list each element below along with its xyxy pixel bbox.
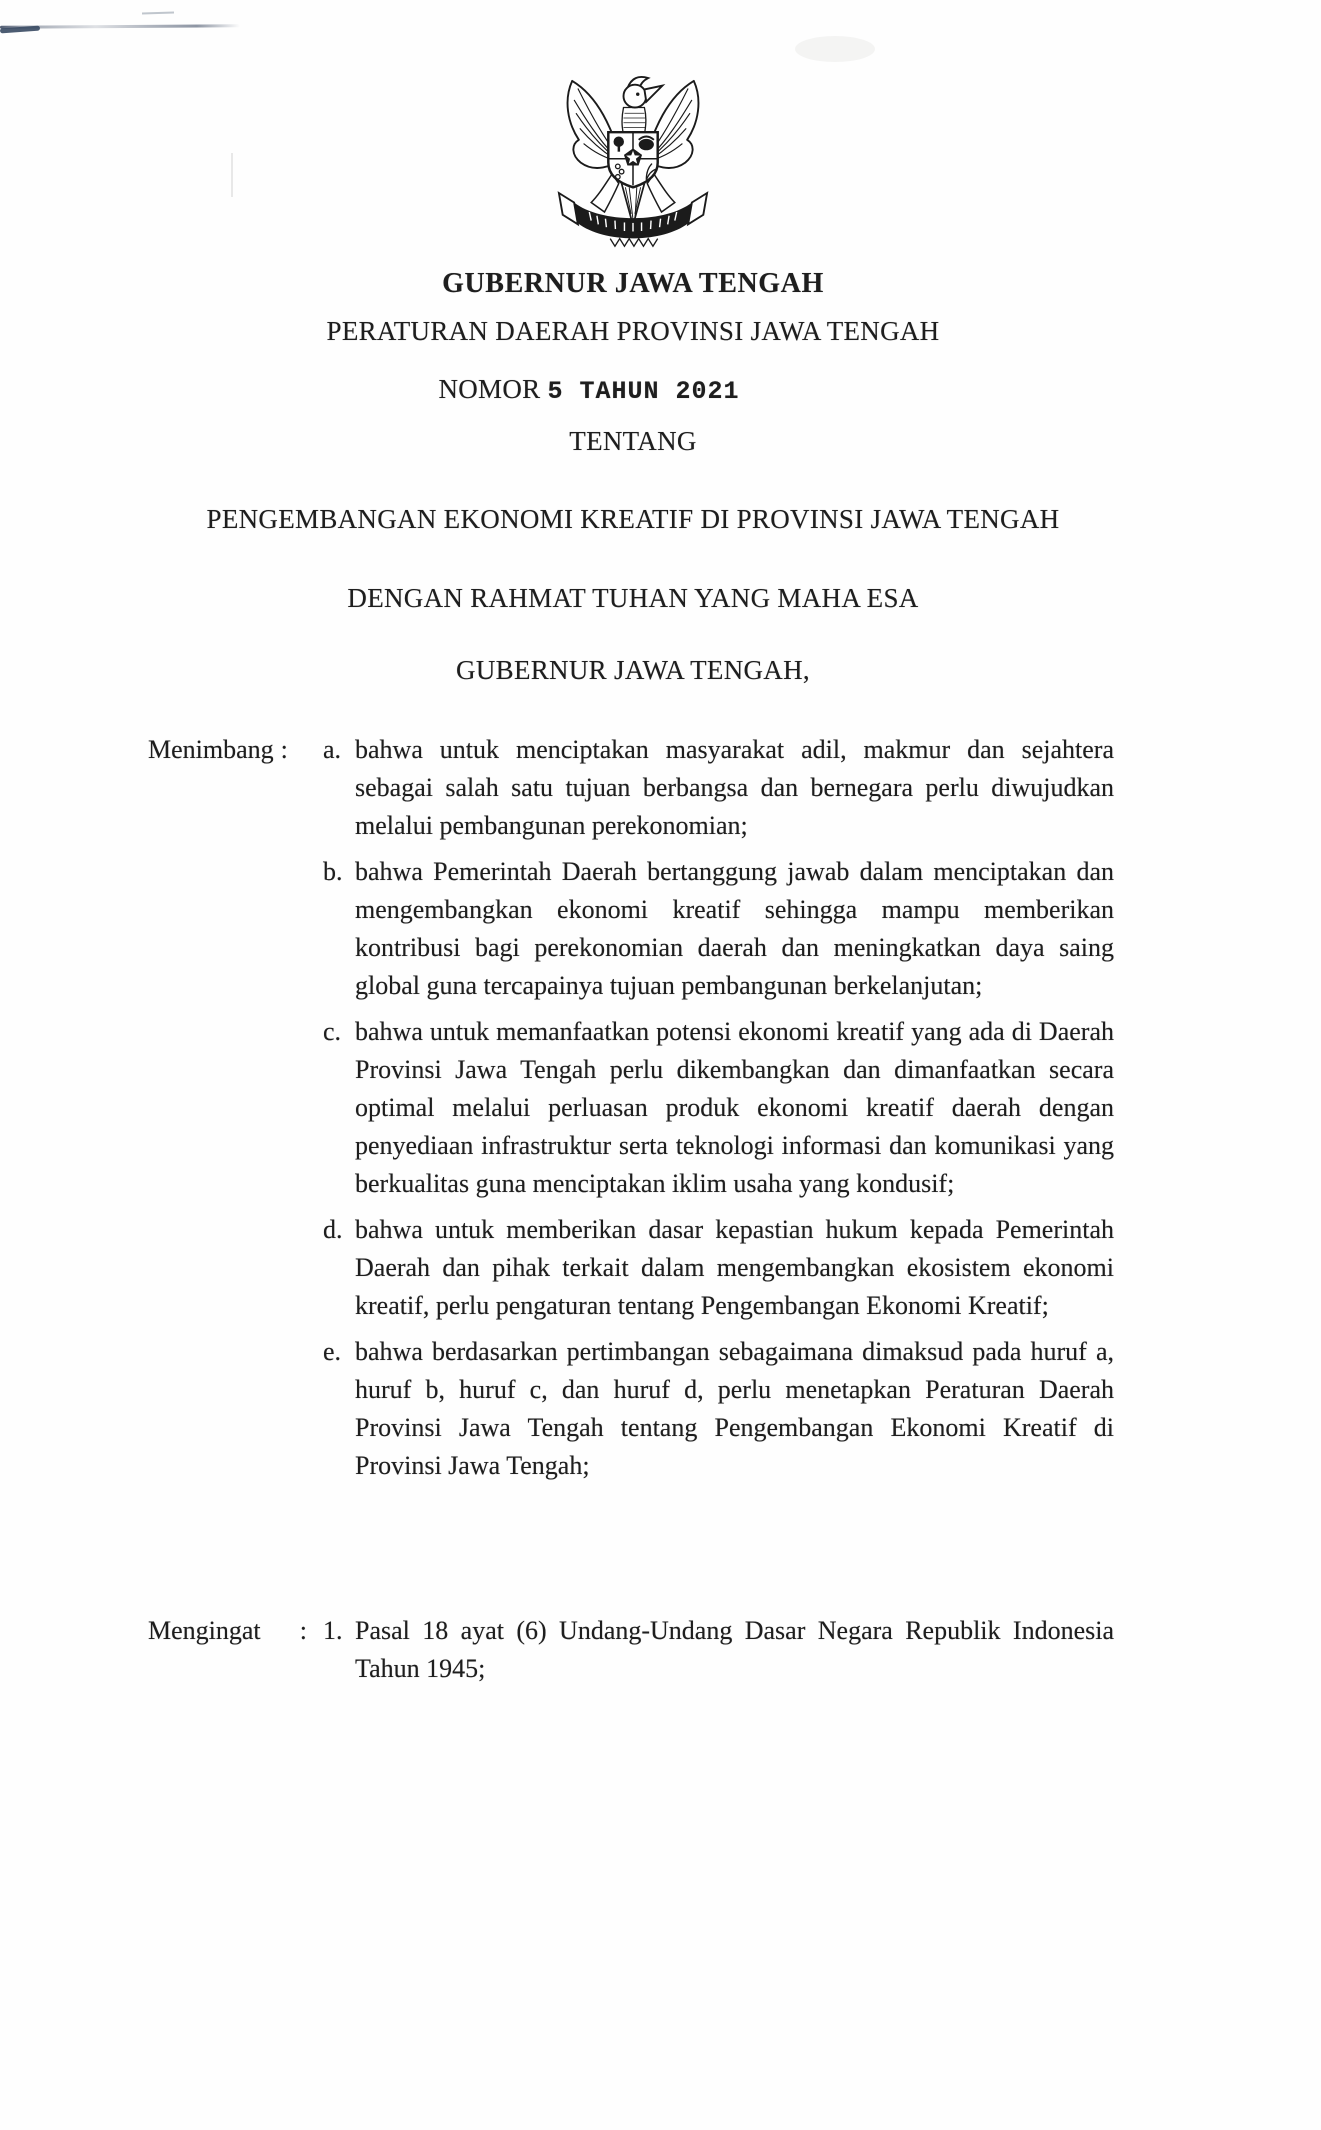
item-text: bahwa untuk memberikan dasar kepastian hukum kepada Pemerintah Daerah dan pihak terkait dalam mengembangkan ekosistem ekonomi kreatif, perlu pengaturan tentang Pengembangan Ekonomi Kreatif; [355,1215,1114,1320]
scan-artifact-vertical-line [231,153,233,197]
considering-colon: : [280,735,288,764]
remembering-items [323,1612,1114,1688]
scan-artifact-top-line [0,24,240,28]
considering-label [148,731,323,769]
item-text: bahwa berdasarkan pertimbangan sebagaimana dimaksud pada huruf a, huruf b, huruf c, dan huruf d, perlu menetapkan Peraturan Daerah Provinsi Jawa Tengah tentang Pengembangan Ekonomi Kreatif di Provinsi Jawa Tengah; [355,1337,1114,1480]
item-text: bahwa untuk menciptakan masyarakat adil, makmur dan sejahtera sebagai salah satu tujuan berbangsa dan bernegara perlu diwujudkan melalui pembangunan perekonomian; [355,735,1114,840]
considering-label-text: Menimbang [148,735,274,764]
invocation-line: DENGAN RAHMAT TUHAN YANG MAHA ESA [347,583,919,613]
number-label: NOMOR [438,374,541,404]
remembering-section [148,1612,1114,1688]
item-letter: b. [323,857,343,886]
scan-artifact-dash [142,11,174,14]
document-type-heading: PERATURAN DAERAH PROVINSI JAWA TENGAH [326,316,940,346]
considering-item-e [323,1333,1114,1485]
remembering-colon: : [299,1616,307,1645]
item-letter: e. [323,1337,342,1366]
remembering-item-1 [323,1612,1114,1688]
considering-section [148,731,1114,1485]
item-letter: c. [323,1017,342,1046]
scan-artifact-smudge [795,36,875,62]
item-number: 1. [323,1616,343,1645]
document-number-line [0,374,1222,406]
scan-artifact-corner-stub [0,26,40,34]
item-letter: d. [323,1215,343,1244]
subject-heading: PENGEMBANGAN EKONOMI KREATIF DI PROVINSI JAWA TENGAH [206,504,1060,534]
considering-item-d [323,1211,1114,1325]
item-letter: a. [323,735,342,764]
considering-item-b [323,853,1114,1005]
garuda-pancasila-emblem [553,60,713,250]
about-label: TENTANG [569,426,697,456]
institution-heading: GUBERNUR JAWA TENGAH [442,268,824,299]
considering-item-a [323,731,1114,845]
considering-item-c [323,1013,1114,1203]
item-text: Pasal 18 ayat (6) Undang-Undang Dasar Negara Republik Indonesia Tahun 1945; [355,1616,1114,1683]
item-text: bahwa untuk memanfaatkan potensi ekonomi kreatif yang ada di Daerah Provinsi Jawa Tengah perlu dikembangkan dan dimanfaatkan secara optimal melalui perluasan produk ekonomi kreatif daerah dengan penyediaan infrastruktur serta teknologi informasi dan komunikasi yang berkualitas guna menciptakan iklim usaha yang kondusif; [355,1017,1114,1198]
item-text: bahwa Pemerintah Daerah bertanggung jawab dalam menciptakan dan mengembangkan ekonomi kreatif sehingga mampu memberikan kontribusi bagi perekonomian daerah dan meningkatkan daya saing global guna tercapainya tujuan pembangunan berkelanjutan; [355,857,1114,1000]
number-value: 5 TAHUN 2021 [547,377,740,406]
considering-items [323,731,1114,1485]
remembering-label [148,1612,323,1650]
remembering-label-text: Mengingat [148,1616,261,1645]
issuer-line: GUBERNUR JAWA TENGAH, [456,655,810,685]
